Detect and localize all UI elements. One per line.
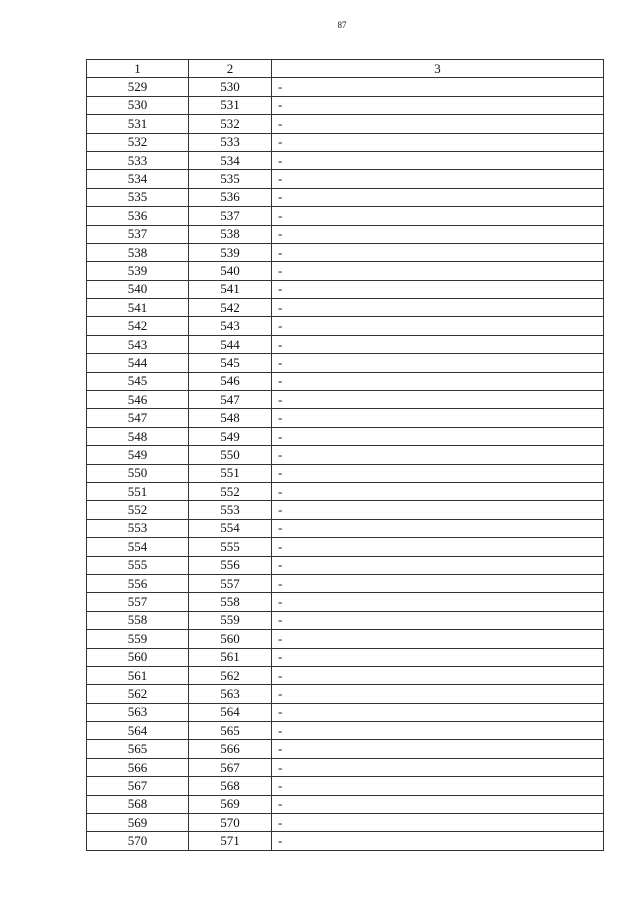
table-cell-col-1: 557 (87, 593, 189, 611)
table-cell-col-2: 539 (189, 243, 272, 261)
table-row (87, 446, 604, 464)
table-cell-col-2: 548 (189, 409, 272, 427)
table-row (87, 409, 604, 427)
table-cell-col-3: - (272, 501, 604, 519)
table-cell-col-1: 542 (87, 317, 189, 335)
table-cell-col-2: 544 (189, 335, 272, 353)
table-cell-col-3: - (272, 446, 604, 464)
table-cell-col-1: 562 (87, 685, 189, 703)
table-header-row (87, 60, 604, 78)
table-row (87, 501, 604, 519)
table-cell-col-1: 569 (87, 814, 189, 832)
table-cell-col-2: 553 (189, 501, 272, 519)
table-cell-col-1: 547 (87, 409, 189, 427)
table-cell-col-1: 537 (87, 225, 189, 243)
table-cell-col-2: 562 (189, 666, 272, 684)
table-cell-col-3: - (272, 391, 604, 409)
table-cell-col-2: 552 (189, 482, 272, 500)
table-cell-col-2: 568 (189, 777, 272, 795)
table-cell-col-2: 534 (189, 151, 272, 169)
table-cell-col-2: 538 (189, 225, 272, 243)
table-cell-col-3: - (272, 133, 604, 151)
table-row (87, 556, 604, 574)
table-row (87, 78, 604, 96)
table-row (87, 299, 604, 317)
table-cell-col-3: - (272, 115, 604, 133)
table-cell-col-3: - (272, 335, 604, 353)
table-cell-col-2: 532 (189, 115, 272, 133)
table-row (87, 666, 604, 684)
table-cell-col-1: 548 (87, 427, 189, 445)
table-cell-col-2: 560 (189, 630, 272, 648)
table-cell-col-2: 563 (189, 685, 272, 703)
table-row (87, 317, 604, 335)
table-cell-col-2: 542 (189, 299, 272, 317)
table-row (87, 777, 604, 795)
table-row (87, 740, 604, 758)
table-cell-col-1: 570 (87, 832, 189, 850)
table-cell-col-1: 550 (87, 464, 189, 482)
table-cell-col-3: - (272, 188, 604, 206)
table-cell-col-1: 549 (87, 446, 189, 464)
table-cell-col-3: - (272, 758, 604, 776)
table-cell-col-1: 552 (87, 501, 189, 519)
table-cell-col-1: 567 (87, 777, 189, 795)
table-cell-col-3: - (272, 317, 604, 335)
table-cell-col-1: 554 (87, 538, 189, 556)
table-row (87, 243, 604, 261)
page-number: 87 (337, 20, 347, 30)
table-cell-col-3: - (272, 777, 604, 795)
table-row (87, 593, 604, 611)
table-cell-col-2: 533 (189, 133, 272, 151)
table-body (87, 78, 604, 850)
column-header-3: 3 (272, 60, 604, 78)
table-cell-col-2: 535 (189, 170, 272, 188)
table-row (87, 151, 604, 169)
table-cell-col-2: 541 (189, 280, 272, 298)
table-cell-col-1: 530 (87, 96, 189, 114)
table-cell-col-2: 565 (189, 722, 272, 740)
table-cell-col-1: 540 (87, 280, 189, 298)
table-row (87, 335, 604, 353)
table-cell-col-2: 531 (189, 96, 272, 114)
table-cell-col-3: - (272, 280, 604, 298)
table-row (87, 648, 604, 666)
table-cell-col-1: 539 (87, 262, 189, 280)
table-row (87, 832, 604, 850)
table-row (87, 133, 604, 151)
table-cell-col-3: - (272, 299, 604, 317)
table-cell-col-2: 530 (189, 78, 272, 96)
table-cell-col-3: - (272, 409, 604, 427)
table-row (87, 630, 604, 648)
table-cell-col-1: 529 (87, 78, 189, 96)
table-cell-col-1: 544 (87, 354, 189, 372)
table-cell-col-1: 533 (87, 151, 189, 169)
table-cell-col-1: 535 (87, 188, 189, 206)
table-cell-col-1: 559 (87, 630, 189, 648)
table-cell-col-3: - (272, 666, 604, 684)
table-cell-col-2: 556 (189, 556, 272, 574)
table-row (87, 538, 604, 556)
table-row (87, 611, 604, 629)
table-cell-col-3: - (272, 685, 604, 703)
data-table (86, 59, 604, 851)
table-row (87, 722, 604, 740)
table-cell-col-3: - (272, 96, 604, 114)
table-cell-col-3: - (272, 519, 604, 537)
table-cell-col-1: 543 (87, 335, 189, 353)
table-cell-col-1: 568 (87, 795, 189, 813)
table-cell-col-1: 555 (87, 556, 189, 574)
table-cell-col-3: - (272, 170, 604, 188)
table-cell-col-1: 545 (87, 372, 189, 390)
table-cell-col-2: 540 (189, 262, 272, 280)
table-cell-col-2: 555 (189, 538, 272, 556)
table-cell-col-3: - (272, 372, 604, 390)
table-cell-col-3: - (272, 703, 604, 721)
table-row (87, 427, 604, 445)
table-row (87, 188, 604, 206)
table-cell-col-3: - (272, 464, 604, 482)
table-row (87, 96, 604, 114)
table-cell-col-3: - (272, 832, 604, 850)
table-cell-col-2: 558 (189, 593, 272, 611)
table-cell-col-3: - (272, 262, 604, 280)
table-row (87, 464, 604, 482)
table-cell-col-3: - (272, 354, 604, 372)
table-row (87, 354, 604, 372)
table-row (87, 685, 604, 703)
table-cell-col-3: - (272, 814, 604, 832)
table-cell-col-2: 557 (189, 574, 272, 592)
table-cell-col-3: - (272, 630, 604, 648)
table-cell-col-3: - (272, 556, 604, 574)
table-row (87, 795, 604, 813)
table-cell-col-2: 571 (189, 832, 272, 850)
table-row (87, 758, 604, 776)
table-cell-col-1: 538 (87, 243, 189, 261)
table-cell-col-1: 553 (87, 519, 189, 537)
table-cell-col-3: - (272, 427, 604, 445)
table-cell-col-3: - (272, 243, 604, 261)
table-cell-col-2: 570 (189, 814, 272, 832)
table-row (87, 225, 604, 243)
table-cell-col-3: - (272, 225, 604, 243)
table-cell-col-2: 547 (189, 391, 272, 409)
column-header-1: 1 (87, 60, 189, 78)
table-cell-col-2: 564 (189, 703, 272, 721)
table-cell-col-2: 561 (189, 648, 272, 666)
table-cell-col-3: - (272, 574, 604, 592)
table-cell-col-1: 551 (87, 482, 189, 500)
table-cell-col-1: 564 (87, 722, 189, 740)
column-header-2: 2 (189, 60, 272, 78)
table-cell-col-3: - (272, 648, 604, 666)
table-cell-col-1: 560 (87, 648, 189, 666)
table-row (87, 519, 604, 537)
table-row (87, 115, 604, 133)
table-cell-col-2: 537 (189, 207, 272, 225)
table-cell-col-2: 559 (189, 611, 272, 629)
table-row (87, 391, 604, 409)
table-row (87, 482, 604, 500)
table-cell-col-1: 566 (87, 758, 189, 776)
table-cell-col-1: 565 (87, 740, 189, 758)
table-cell-col-2: 545 (189, 354, 272, 372)
table-cell-col-3: - (272, 78, 604, 96)
table-row (87, 280, 604, 298)
table-cell-col-2: 543 (189, 317, 272, 335)
table-cell-col-3: - (272, 207, 604, 225)
table-row (87, 262, 604, 280)
table-cell-col-3: - (272, 538, 604, 556)
table-cell-col-1: 561 (87, 666, 189, 684)
table-row (87, 574, 604, 592)
table-cell-col-3: - (272, 593, 604, 611)
table-row (87, 703, 604, 721)
table-cell-col-3: - (272, 795, 604, 813)
table-cell-col-1: 556 (87, 574, 189, 592)
table-cell-col-2: 554 (189, 519, 272, 537)
table-row (87, 372, 604, 390)
table-cell-col-2: 546 (189, 372, 272, 390)
table-cell-col-3: - (272, 722, 604, 740)
table-row (87, 170, 604, 188)
table-cell-col-2: 569 (189, 795, 272, 813)
table-cell-col-2: 566 (189, 740, 272, 758)
table-cell-col-2: 551 (189, 464, 272, 482)
table-cell-col-1: 531 (87, 115, 189, 133)
table-cell-col-1: 563 (87, 703, 189, 721)
table-cell-col-2: 567 (189, 758, 272, 776)
table-cell-col-1: 534 (87, 170, 189, 188)
table-cell-col-3: - (272, 482, 604, 500)
table-cell-col-3: - (272, 740, 604, 758)
table-row (87, 207, 604, 225)
table-cell-col-3: - (272, 151, 604, 169)
table-cell-col-1: 536 (87, 207, 189, 225)
table-cell-col-1: 532 (87, 133, 189, 151)
table-cell-col-1: 546 (87, 391, 189, 409)
table-cell-col-2: 536 (189, 188, 272, 206)
table-row (87, 814, 604, 832)
table-cell-col-3: - (272, 611, 604, 629)
table-cell-col-2: 550 (189, 446, 272, 464)
table-cell-col-1: 558 (87, 611, 189, 629)
table-cell-col-1: 541 (87, 299, 189, 317)
table-cell-col-2: 549 (189, 427, 272, 445)
